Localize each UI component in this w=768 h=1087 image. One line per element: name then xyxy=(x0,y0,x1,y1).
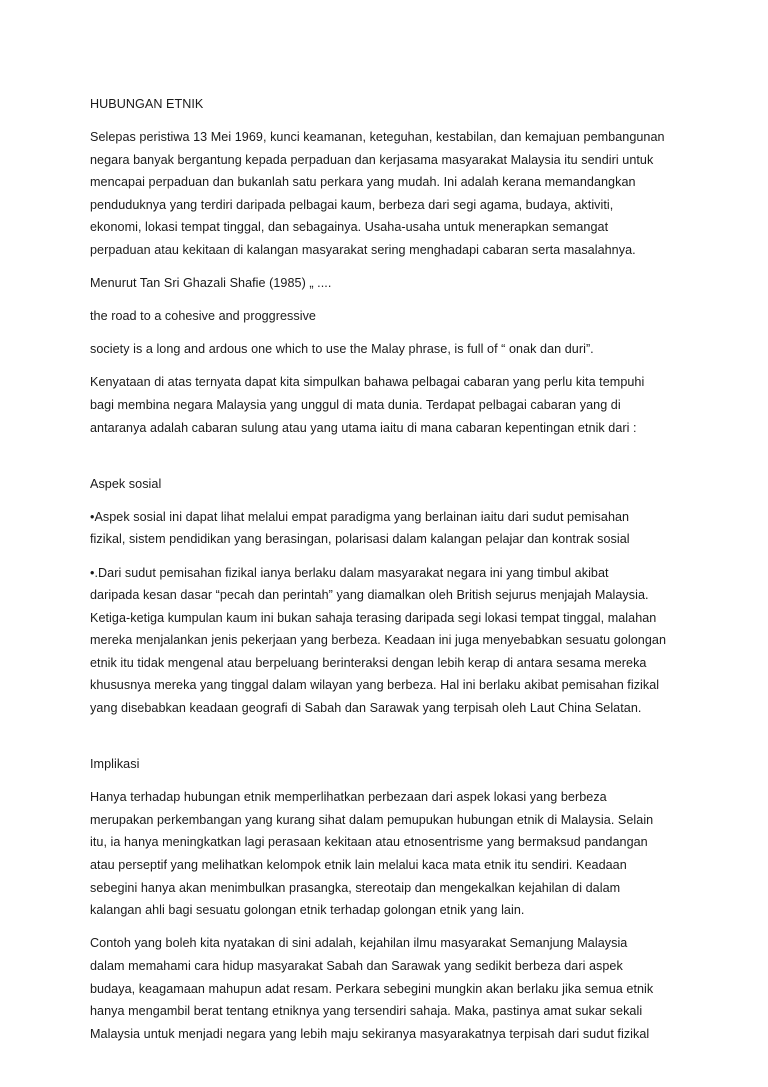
text-line: •Aspek sosial ini dapat lihat melalui empat paradigma yang berlainan iaitu dari sudut pemisahan xyxy=(90,509,630,524)
text-line: budaya, keagamaan mahupun adat resam. Perkara sebegini mungkin akan berlaku jika semua etnik xyxy=(90,981,654,996)
text-line: the road to a cohesive and proggressive xyxy=(90,309,316,324)
quote-intro xyxy=(90,272,682,295)
text-line: Kenyataan di atas ternyata dapat kita simpulkan bahawa pelbagai cabaran yang perlu kita tempuhi xyxy=(90,375,645,390)
text-line: merupakan perkembangan yang kurang sihat dalam pemupukan hubungan etnik di Malaysia. Selain xyxy=(90,812,654,827)
quote-line-1 xyxy=(90,305,682,328)
text-line: ekonomi, lokasi tempat tinggal, dan sebagainya. Usaha-usaha untuk menerapkan semangat xyxy=(90,220,609,235)
text-line: bagi membina negara Malaysia yang unggul di mata dunia. Terdapat pelbagai cabaran yang di xyxy=(90,398,621,413)
text-line: Hanya terhadap hubungan etnik memperlihatkan perbezaan dari aspek lokasi yang berbeza xyxy=(90,790,607,805)
quote-line-2 xyxy=(90,338,682,361)
document-body xyxy=(90,93,682,1056)
text-line: perpaduan atau kekitaan di kalangan masyarakat sering menghadapi cabaran serta masalahnya. xyxy=(90,243,636,258)
text-line: society is a long and ardous one which to use the Malay phrase, is full of “ onak dan duri”. xyxy=(90,342,594,357)
text-line: fizikal, sistem pendidikan yang berasingan, polarisasi dalam kalangan pelajar dan kontrak sosial xyxy=(90,532,630,547)
text-line: khususnya mereka yang tinggal dalam wilayan yang berbeza. Hal ini berlaku akibat pemisahan fizikal xyxy=(90,678,660,693)
section-spacer xyxy=(90,450,682,473)
text-line: sebegini hanya akan menimbulkan prasangka, stereotaip dan mengekalkan kejahilan di dalam xyxy=(90,880,621,895)
text-line: Ketiga-ketiga kumpulan kaum ini bukan sahaja terasing daripada segi lokasi tempat tinggal, malahan xyxy=(90,610,657,625)
text-line: kalangan ahli bagi sesuatu golongan etnik terhadap golongan etnik yang lain. xyxy=(90,903,525,918)
text-line: hanya mengambil berat tentang etniknya yang tersendiri sahaja. Maka, pastinya amat sukar sekali xyxy=(90,1004,643,1019)
conclusion-paragraph xyxy=(90,371,682,439)
implication-paragraph-1 xyxy=(90,786,682,922)
text-line: itu, ia hanya meningkatkan lagi perasaan kekitaan atau etnosentrisme yang bermaksud pandangan xyxy=(90,835,648,850)
text-line: antaranya adalah cabaran sulung atau yang utama iaitu di mana cabaran kepentingan etnik dari : xyxy=(90,420,637,435)
intro-paragraph xyxy=(90,126,682,262)
text-line: negara banyak bergantung kepada perpaduan dan kerjasama masyarakat Malaysia itu sendiri untuk xyxy=(90,152,654,167)
text-line: penduduknya yang terdiri daripada pelbagai kaum, berbeza dari segi agama, budaya, aktiviti, xyxy=(90,197,614,212)
text-line: Aspek sosial xyxy=(90,476,162,491)
text-line: mencapai perpaduan dan bukanlah satu perkara yang mudah. Ini adalah kerana memandangkan xyxy=(90,175,636,190)
text-line: mereka menjalankan jenis pekerjaan yang berbeza. Keadaan ini juga menyebabkan sesuatu golongan xyxy=(90,633,667,648)
text-line: dalam memahami cara hidup masyarakat Sabah dan Sarawak yang sedikit berbeza dari aspek xyxy=(90,958,623,973)
text-line: Contoh yang boleh kita nyatakan di sini adalah, kejahilan ilmu masyarakat Semanjung Malaysia xyxy=(90,936,628,951)
text-line: •.Dari sudut pemisahan fizikal ianya berlaku dalam masyarakat negara ini yang timbul akibat xyxy=(90,565,609,580)
implication-paragraph-2 xyxy=(90,932,682,1045)
text-line: Implikasi xyxy=(90,757,140,772)
text-line: HUBUNGAN ETNIK xyxy=(90,97,204,111)
document-title xyxy=(90,93,682,116)
text-line: yang disebabkan keadaan geografi di Sabah dan Sarawak yang terpisah oleh Laut China Selatan. xyxy=(90,701,642,716)
text-line: etnik itu tidak mengenal atau berpeluang berinteraksi dengan lebih kerap di antara sesama mereka xyxy=(90,655,647,670)
text-line: atau perseptif yang melihatkan kelompok etnik lain melalui kaca mata etnik itu sendiri. Keadaan xyxy=(90,858,627,873)
social-bullet-1 xyxy=(90,506,682,551)
social-bullet-2 xyxy=(90,562,682,720)
text-line: Malaysia untuk menjadi negara yang lebih maju sekiranya masyarakatnya terpisah dari sudut fizikal xyxy=(90,1026,650,1041)
section-spacer xyxy=(90,730,682,753)
section-heading-social xyxy=(90,473,682,496)
section-heading-implication xyxy=(90,753,682,776)
text-line: Selepas peristiwa 13 Mei 1969, kunci keamanan, keteguhan, kestabilan, dan kemajuan pembangunan xyxy=(90,130,665,145)
text-line: daripada kesan dasar “pecah dan perintah” yang diamalkan oleh British sejurus menjajah Malaysia. xyxy=(90,588,649,603)
text-line: Menurut Tan Sri Ghazali Shafie (1985) „ .... xyxy=(90,276,332,291)
